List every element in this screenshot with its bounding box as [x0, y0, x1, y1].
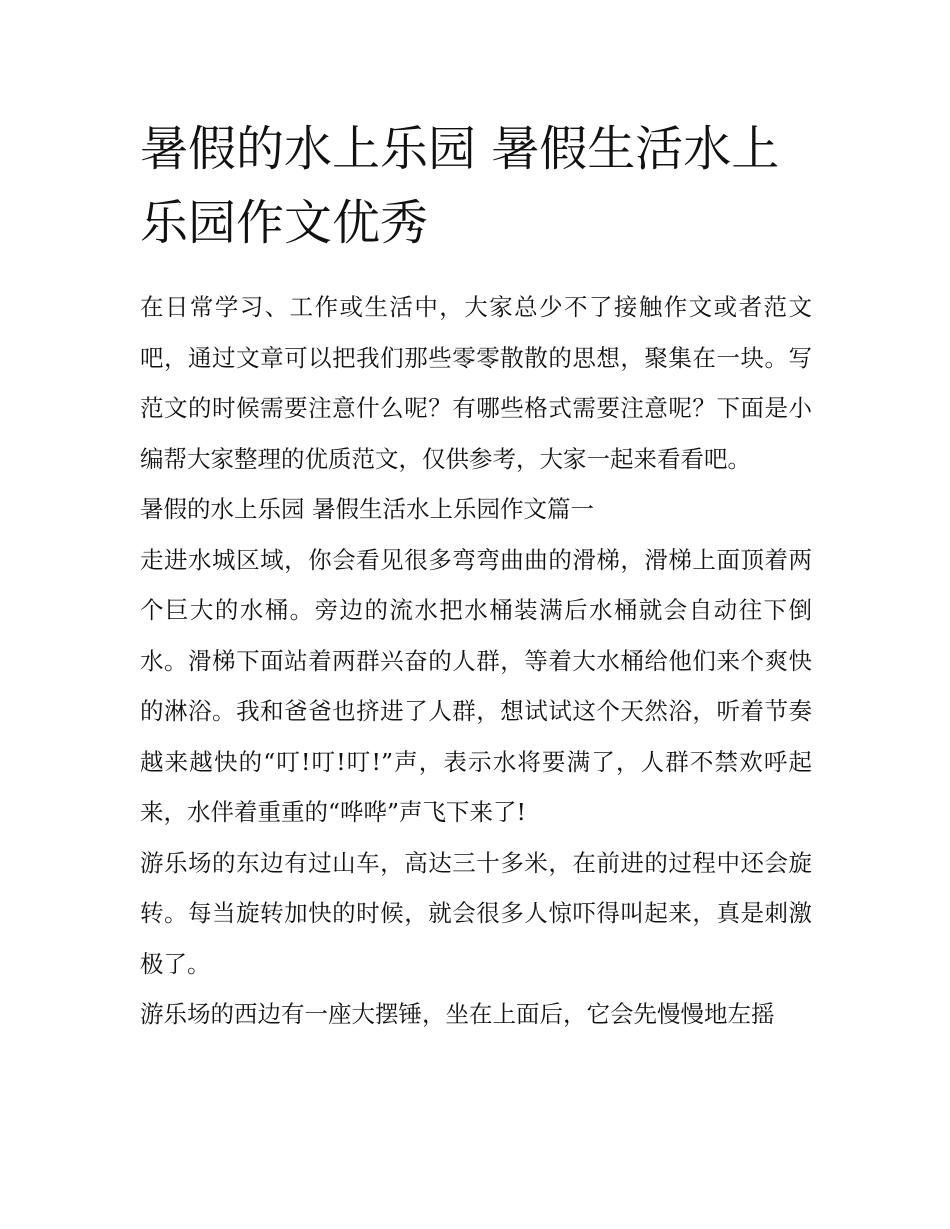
body-paragraph-pendulum: 游乐场的西边有一座大摆锤，坐在上面后，它会先慢慢地左摇: [140, 1000, 775, 1028]
document-title: 暑假的水上乐园 暑假生活水上乐园作文优秀: [140, 121, 780, 251]
body-paragraph-roller-coaster: 游乐场的东边有过山车，高达三十多米，在前进的过程中还会旋转。每当旋转加快的时候，就会很多人惊吓得叫起来，真是刺激极了。: [140, 848, 812, 978]
intro-paragraph: 在日常学习、工作或生活中，大家总少不了接触作文或者范文吧，通过文章可以把我们那些零零散散的思想，聚集在一块。写范文的时候需要注意什么呢？有哪些格式需要注意呢？下面是小编帮大家整理的优质范文，仅供参考，大家一起来看看吧。: [140, 293, 812, 473]
body-paragraph-water-city: 走进水城区域，你会看见很多弯弯曲曲的滑梯，滑梯上面顶着两个巨大的水桶。旁边的流水把水桶装满后水桶就会自动往下倒水。滑梯下面站着两群兴奋的人群，等着大水桶给他们来个爽快的淋浴。我和爸爸也挤进了人群，想试试这个天然浴，听着节奏越来越快的“叮!叮!叮!”声，表示水将要满了，人群不禁欢呼起来，水伴着重重的“哗哗”声飞下来了!: [140, 545, 812, 826]
document-page: [140, 112, 812, 1040]
section-heading: 暑假的水上乐园 暑假生活水上乐园作文篇一: [140, 495, 594, 523]
